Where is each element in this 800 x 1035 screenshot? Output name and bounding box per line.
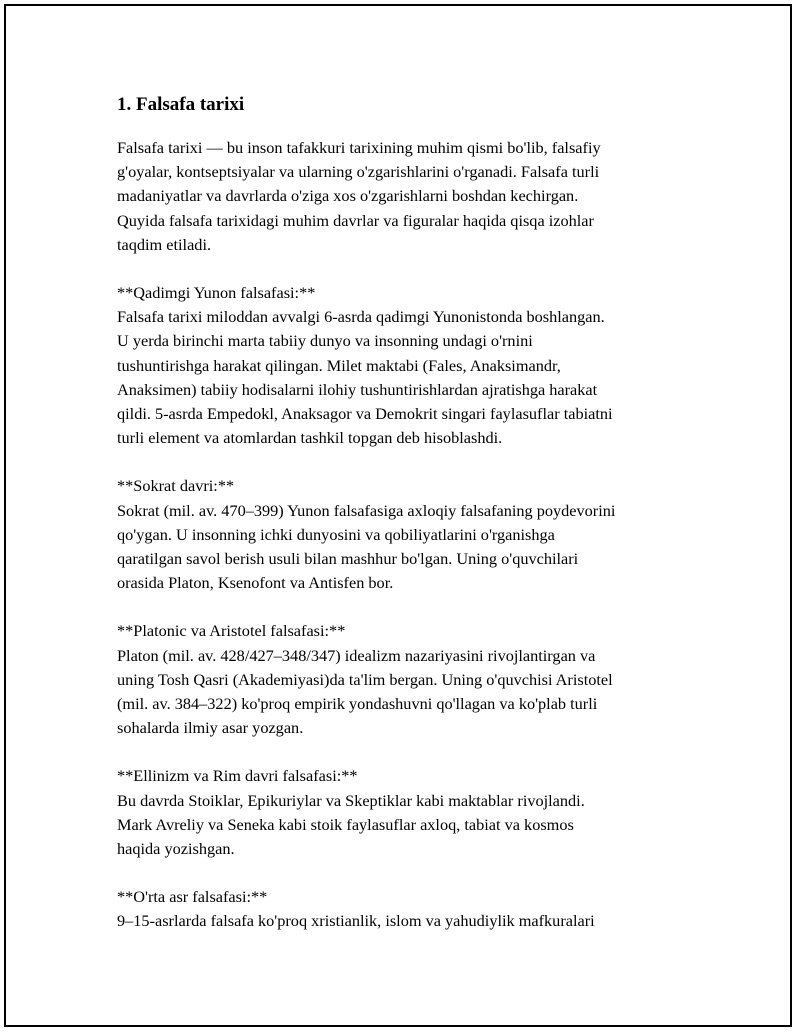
paragraph-gap xyxy=(117,595,697,619)
text-line: Quyida falsafa tarixidagi muhim davrlar va figuralar haqida qisqa izohlar xyxy=(117,210,594,230)
text-line: U yerda birinchi marta tabiiy dunyo va insonning undagi o'rnini xyxy=(117,331,533,351)
section-plato-aristotle xyxy=(117,619,697,740)
text-line: Falsafa tarixi — bu inson tafakkuri tarixining muhim qismi bo'lib, falsafiy xyxy=(117,138,601,157)
paragraph-gap xyxy=(117,861,697,885)
text-line: uning Tosh Qasri (Akademiyasi)da ta'lim bergan. Uning o'quvchisi Aristotel xyxy=(117,669,613,689)
intro-paragraph xyxy=(117,136,697,257)
section-heading: **Sokrat davri:** xyxy=(117,476,235,496)
section-heading: **O'rta asr falsafasi:** xyxy=(117,887,268,907)
text-line: qaratilgan savol berish usuli bilan mashhur bo'lgan. Uning o'quvchilari xyxy=(117,549,579,569)
text-line: Bu davrda Stoiklar, Epikuriylar va Skeptiklar kabi maktablar rivojlandi. xyxy=(117,790,585,810)
text-line: Sokrat (mil. av. 470–399) Yunon falsafasiga axloqiy falsafaning poydevorini xyxy=(117,500,616,520)
text-line: Anaksimen) tabiiy hodisalarni ilohiy tushuntirishlardan ajratishga harakat xyxy=(117,379,598,399)
text-line: orasida Platon, Ksenofont va Antisfen bor. xyxy=(117,573,394,593)
page-title: 1. Falsafa tarixi xyxy=(117,94,245,115)
section-hellenism-rome xyxy=(117,764,697,861)
text-line: Mark Avreliy va Seneka kabi stoik faylasuflar axloq, tabiat va kosmos xyxy=(117,814,574,834)
text-line: Falsafa tarixi miloddan avvalgi 6-asrda qadimgi Yunonistonda boshlangan. xyxy=(117,307,605,327)
section-heading: **Ellinizm va Rim davri falsafasi:** xyxy=(117,766,358,786)
text-line: turli element va atomlardan tashkil topgan deb hisoblashdi. xyxy=(117,428,503,448)
text-line: taqdim etiladi. xyxy=(117,234,212,254)
text-line: qo'ygan. U insonning ichki dunyosini va qobiliyatlarini o'rganishga xyxy=(117,524,555,544)
section-medieval xyxy=(117,885,697,933)
section-socrates xyxy=(117,474,697,595)
text-line: haqida yozishgan. xyxy=(117,839,235,859)
text-line: Platon (mil. av. 428/427–348/347) idealizm nazariyasini rivojlantirgan va xyxy=(117,645,596,665)
section-greek xyxy=(117,281,697,450)
text-line: madaniyatlar va davrlarda o'ziga xos o'zgarishlarni boshdan kechirgan. xyxy=(117,186,579,206)
text-line: sohalarda ilmiy asar yozgan. xyxy=(117,718,304,738)
section-heading: **Platonic va Aristotel falsafasi:** xyxy=(117,621,346,641)
text-line: (mil. av. 384–322) ko'proq empirik yondashuvni qo'llagan va ko'plab turli xyxy=(117,694,598,714)
text-line: qildi. 5-asrda Empedokl, Anaksagor va Demokrit singari faylasuflar tabiatni xyxy=(117,404,613,424)
text-line: tushuntirishga harakat qilingan. Milet maktabi (Fales, Anaksimandr, xyxy=(117,355,561,375)
text-line: 9–15-asrlarda falsafa ko'proq xristianlik, islom va yahudiylik mafkuralari xyxy=(117,911,595,931)
section-heading: **Qadimgi Yunon falsafasi:** xyxy=(117,283,316,303)
document-body xyxy=(117,92,697,934)
paragraph-gap xyxy=(117,740,697,764)
paragraph-gap xyxy=(117,257,697,281)
text-line: g'oyalar, kontseptsiyalar va ularning o'zgarishlarini o'rganadi. Falsafa turli xyxy=(117,162,600,182)
paragraph-gap xyxy=(117,450,697,474)
